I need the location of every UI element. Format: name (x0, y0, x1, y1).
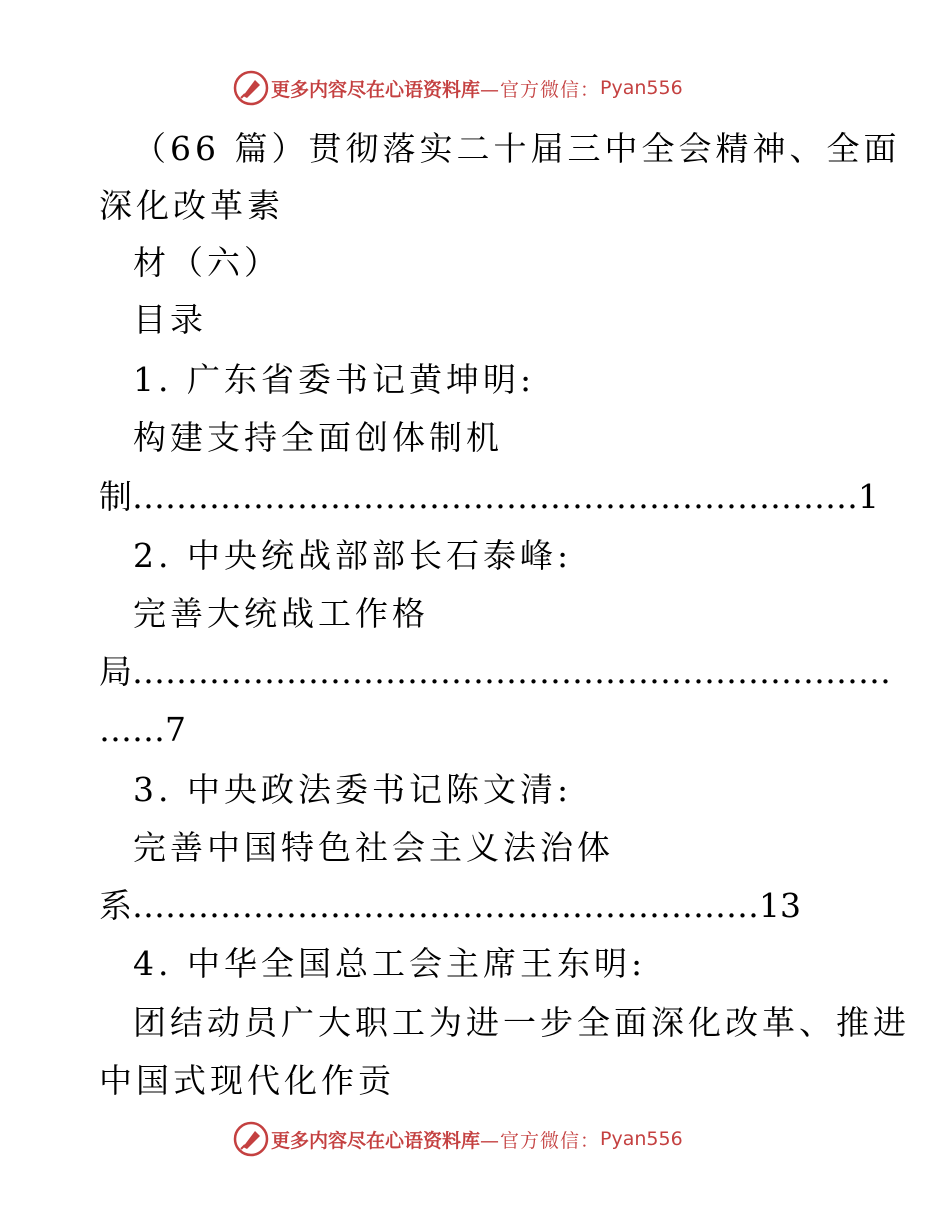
watermark-banner-bottom (233, 1121, 683, 1157)
toc-entry-2-heading[interactable]: 2. 中央统战部部长石泰峰: (133, 536, 573, 575)
title-line-3: 材（六） (133, 243, 281, 282)
toc-entry-2-subtitle[interactable]: 完善大统战工作格 (133, 594, 429, 633)
toc-heading: 目录 (133, 300, 207, 339)
toc-entry-4-subtitle[interactable]: 团结动员广大职工为进一步全面深化改革、推进 (133, 1003, 910, 1042)
pen-nib-logo-icon (233, 70, 269, 106)
toc-entry-1-subtitle[interactable]: 构建支持全面创体制机 (133, 418, 503, 457)
watermark-text-b: —官方微信： (480, 78, 601, 101)
watermark-text-a: 更多内容尽在心语资料库 (271, 1129, 481, 1152)
toc-entry-3-subtitle[interactable]: 完善中国特色社会主义法治体 (133, 828, 614, 867)
toc-entry-1-heading[interactable]: 1. 广东省委书记黄坤明: (133, 360, 536, 399)
toc-entry-1-leader[interactable]: 制…………………………………………………………1 (99, 477, 879, 516)
toc-entry-4-subtitle-continued[interactable]: 中国式现代化作贡 (99, 1061, 395, 1100)
watermark-text-c: Pyan556 (600, 77, 683, 99)
toc-entry-2-leader-continued[interactable]: ……7 (99, 710, 186, 749)
watermark-text-c: Pyan556 (600, 1128, 683, 1150)
title-line-1: （66 篇）贯彻落实二十届三中全会精神、全面 (133, 129, 901, 168)
watermark-text-a: 更多内容尽在心语资料库 (271, 78, 481, 101)
toc-entry-2-leader[interactable]: 局…………………………………………………………… (99, 652, 891, 691)
toc-entry-3-leader[interactable]: 系…………………………………………………13 (99, 886, 801, 925)
watermark-banner-top (233, 70, 683, 106)
toc-entry-4-heading[interactable]: 4. 中华全国总工会主席王东明: (133, 944, 647, 983)
toc-entry-3-heading[interactable]: 3. 中央政法委书记陈文清: (133, 770, 573, 809)
title-line-2: 深化改革素 (99, 186, 284, 225)
pen-nib-logo-icon (233, 1121, 269, 1157)
watermark-text-b: —官方微信： (480, 1129, 601, 1152)
